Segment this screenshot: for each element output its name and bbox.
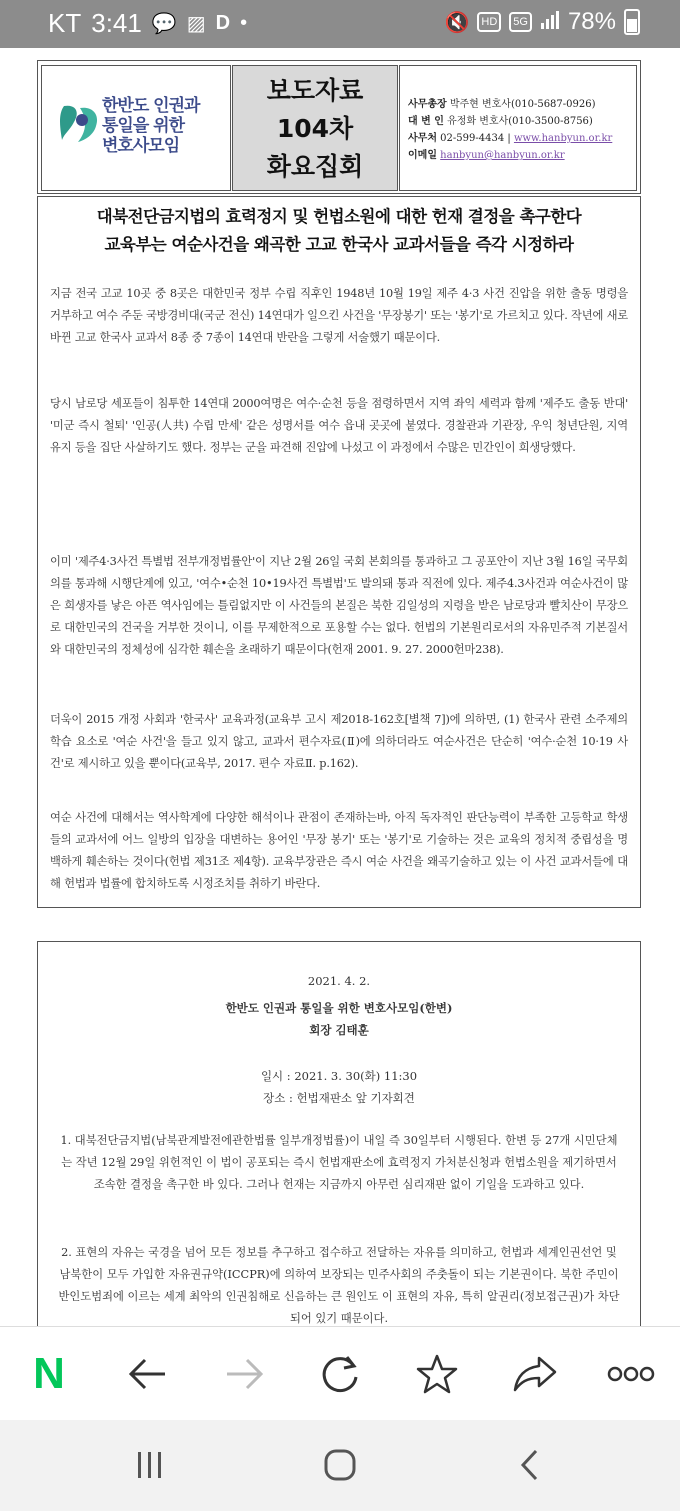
back-button[interactable] <box>122 1349 172 1399</box>
signal-icon <box>540 8 560 36</box>
forward-button[interactable] <box>220 1349 270 1399</box>
home-button[interactable] <box>310 1440 370 1490</box>
statement-when: 일시 : 2021. 3. 30(화) 11:30 <box>260 1069 418 1083</box>
contact-office: 사무처 02-599-4434 | www.hanbyun.or.kr <box>408 133 613 144</box>
battery-percent: 78% <box>567 8 616 35</box>
forward-arrow-icon <box>225 1356 265 1392</box>
system-back-button[interactable] <box>500 1440 560 1490</box>
press-release-header <box>37 60 641 194</box>
naver-home-button[interactable] <box>24 1349 74 1399</box>
more-button[interactable] <box>606 1349 656 1399</box>
statement-point: 2. 표현의 자유는 국경을 넘어 모든 정보를 추구하고 접수하고 전달하는 자유를 의미하고, 헌법과 세계인권선언 및 남북한이 모두 가입한 자유권규약(ICCPR)에 의하여 보장되는 민주사회의 주춧돌이 되는 기본권이다. 북한 주민이 반인도범죄에 이르는 세계 최악의 인권침해로 신음하는 큰 원인도 이 표현의 자유, 특히 알권리(정보접근권)가 차단되어 있기 때문이다. <box>58 1246 620 1325</box>
gallery-icon: ▨ <box>186 13 206 35</box>
dot-icon: • <box>240 12 248 34</box>
logo-cell <box>41 65 231 191</box>
naver-logo-icon: N <box>33 1349 65 1398</box>
press-statement-box <box>37 941 641 1326</box>
reload-button[interactable] <box>315 1349 365 1399</box>
bookmark-star-icon <box>416 1353 458 1395</box>
statement-date: 2021. 4. 2. <box>307 974 371 988</box>
title-cell <box>232 65 398 191</box>
hd-badge: HD <box>477 12 501 32</box>
share-button[interactable] <box>510 1349 560 1399</box>
website-link[interactable]: www.hanbyun.or.kr <box>513 133 613 144</box>
clock: 3:41 <box>91 8 142 38</box>
article-box <box>37 196 641 908</box>
battery-icon <box>624 9 640 35</box>
reload-icon <box>319 1353 361 1395</box>
recent-apps-icon <box>135 1450 165 1480</box>
contact-cell <box>399 65 637 191</box>
more-icon <box>607 1366 655 1382</box>
carrier-label: KT <box>48 8 82 38</box>
contact-secretary-general: 사무총장 박주현 변호사(010-5687-0926) <box>408 99 596 110</box>
status-bar <box>0 0 680 48</box>
statement-chair: 회장 김태훈 <box>309 1023 369 1037</box>
statement-point: 1. 대북전단금지법(남북관계발전에관한법률 일부개정법률)이 내일 즉 30일부터 시행된다. 한변 등 27개 시민단체는 작년 12월 29일 위헌적인 이 법이 공포되는 즉시 헌법재판소에 효력정지 가처분신청과 헌법소원을 제기하면서 조속한 결정을 촉구한 바 있다. 그러나 헌재는 지금까지 아무런 심리재판 없이 기일을 도과하고 있다. <box>60 1134 618 1191</box>
system-nav-bar <box>0 1420 680 1511</box>
document-view[interactable] <box>0 48 680 1326</box>
article-paragraph: 당시 남로당 세포들이 침투한 14연대 2000여명은 여수·순천 등을 점령하면서 지역 좌익 세력과 함께 '제주도 출동 반대' '미군 즉시 철퇴' '인공(人共) 수립 만세' 같은 성명서를 여수 읍내 곳곳에 붙였다. 경찰관과 기관장, 우익 청년단원, 지역 유지 등을 집단 사살하기도 했다. 정부는 군을 파견해 진압에 나섰고 이 과정에서 수많은 민간인이 희생당했다. <box>50 397 628 454</box>
article-paragraph: 지금 전국 고교 10곳 중 8곳은 대한민국 정부 수립 직후인 1948년 10월 19일 제주 4·3 사건 진압을 위한 출동 명령을 거부하고 여수 주둔 국방경비대(국군 전신) 14연대가 일으킨 사건을 '무장봉기' 또는 '봉기'로 가르치고 있다. 작년에 새로 바뀐 고교 한국사 교과서 8종 중 7종이 14연대 반란을 그렇게 서술했기 때문이다. <box>50 287 628 344</box>
talk-icon: 💬 <box>151 13 177 35</box>
logo-text: 한반도 인권과 통일을 위한 변호사모임 <box>102 96 200 156</box>
rally-name: 화요집회 <box>266 152 364 181</box>
bookmark-button[interactable] <box>412 1349 462 1399</box>
network-badge: 5G <box>509 12 532 32</box>
article-paragraph: 여순 사건에 대해서는 역사학계에 다양한 해석이나 관점이 존재하는바, 아직 독자적인 판단능력이 부족한 고등학교 학생들의 교과서에 어느 일방의 입장을 대변하는 용어인 '무장 봉기' 또는 '봉기'로 기술하는 것은 교육의 정치적 중립성을 명백하게 훼손하는 것이다(헌법 제31조 제4항). 교육부장관은 즉시 여순 사건을 왜곡기술하고 있는 이 사건 교과서들에 대해 헌법과 법률에 합치하도록 시정조치를 취하기 바란다. <box>50 811 628 890</box>
back-arrow-icon <box>127 1356 167 1392</box>
statement-org: 한반도 인권과 통일을 위한 변호사모임(한변) <box>225 1001 453 1015</box>
headline: 대북전단금지법의 효력정지 및 헌법소원에 대한 헌재 결정을 촉구한다 교육부는 여순사건을 왜곡한 고교 한국사 교과서들을 즉각 시정하라 <box>96 207 582 254</box>
statement-where: 장소 : 헌법재판소 앞 기자회견 <box>263 1091 415 1105</box>
article-paragraph: 이미 '제주4·3사건 특별법 전부개정법률안'이 지난 2월 26일 국회 본회의를 통과하고 그 공포안이 지난 3월 16일 국무회의를 통과해 시행단계에 있고, '여수•순천 10•19사건 특별법'도 발의돼 통과 직전에 있다. 제주4.3사건과 여순사건이 많은 희생자를 낳은 아픈 역사임에는 틀림없지만 이 사건들의 본질은 북한 김일성의 지령을 받은 남로당과 빨치산이 무장으로 대한민국의 건국을 거부한 것이니, 이를 무제한적으로 포용할 수는 없다. 헌법의 기본원리로서의 자유민주적 기본질서와 대한민국의 정체성에 심각한 훼손을 초래하기 때문이다(헌재 2001. 9. 27. 2000헌마238). <box>50 555 628 656</box>
article-paragraph: 더욱이 2015 개정 사회과 '한국사' 교육과정(교육부 고시 제2018-162호[별책 7])에 의하면, (1) 한국사 관련 소주제의 학습 요소로 '여순 사건'을 들고 있지 않고, 교과서 편수자료(Ⅱ)에 의하더라도 여순사건은 단순히 '여수·순천 10·19 사건'로 제시하고 있을 뿐이다(교육부, 2017. 편수 자료Ⅱ. p.162). <box>50 713 628 770</box>
browser-toolbar <box>0 1326 680 1421</box>
share-icon <box>513 1354 557 1394</box>
session-number: 104차 <box>276 114 354 143</box>
recent-apps-button[interactable] <box>120 1440 180 1490</box>
system-back-icon <box>518 1448 542 1482</box>
hanbyun-logo-icon <box>58 100 102 148</box>
mute-icon: 🔇 <box>444 11 470 34</box>
doc-type-title: 보도자료 <box>266 76 364 105</box>
email-link[interactable]: hanbyun@hanbyun.or.kr <box>440 150 565 161</box>
contact-email: 이메일 hanbyun@hanbyun.or.kr <box>408 150 565 161</box>
home-icon <box>323 1448 357 1482</box>
d-app-icon: D <box>215 12 231 34</box>
contact-spokesperson: 대 변 인 유정화 변호사(010-3500-8756) <box>408 116 593 127</box>
